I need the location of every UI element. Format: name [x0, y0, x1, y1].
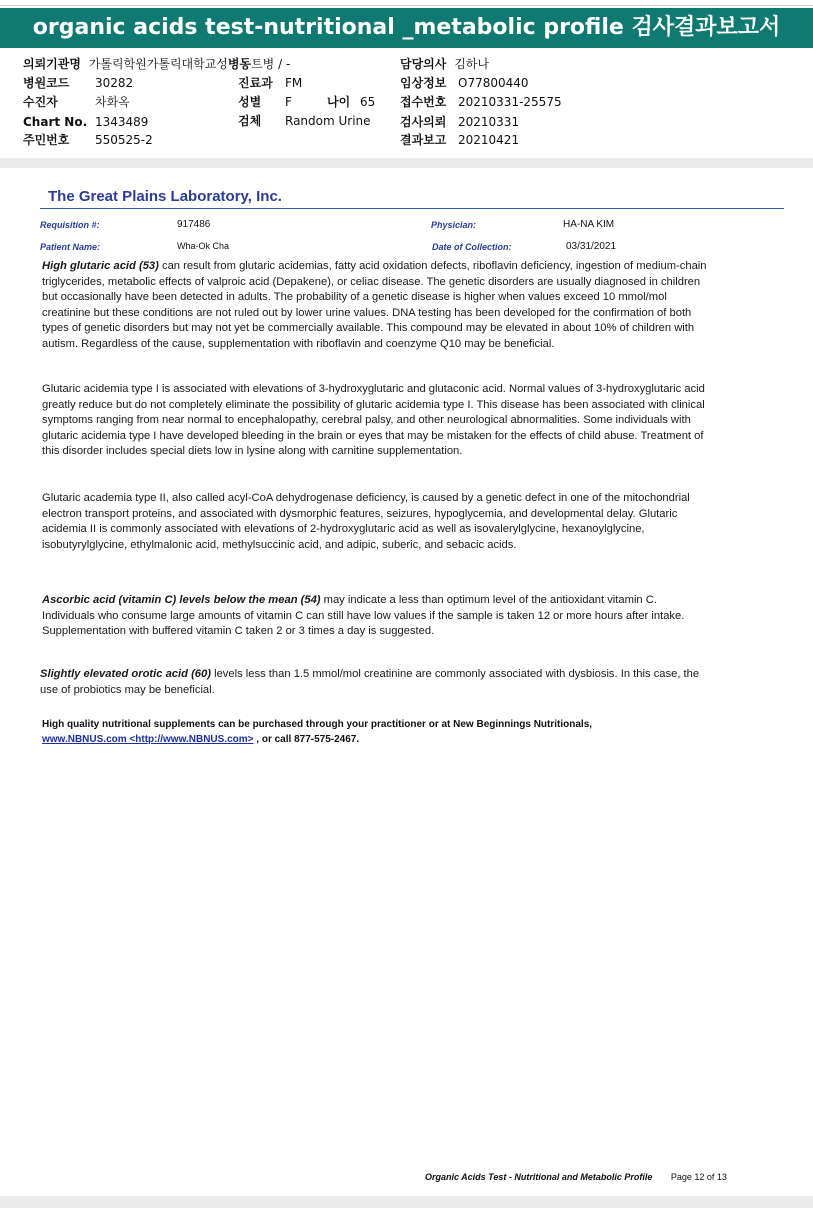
- report-date-value: 20210421: [458, 133, 520, 147]
- ward-label: 병동: [227, 57, 252, 71]
- hospital-code-value: 30282: [95, 76, 134, 90]
- requisition-label: Requisition #:: [40, 220, 100, 230]
- finding-glutaric-acid: High glutaric acid (53): [42, 260, 159, 272]
- orotic-acid-text: levels less than 1.5 mmol/mol creatinine are commonly associated with dysbiosis. In this case, the use of probiotics may be beneficial.: [40, 668, 700, 696]
- request-value: 20210331: [458, 115, 520, 129]
- page-number: Page 12 of 13: [670, 1172, 727, 1182]
- ascorbic-acid-text: may indicate a less than optimum level of the antioxidant vitamin C. Individuals who consume large amounts of vitamin C can still have low values if the sample is taken 12 or more hours after intake. Supplementation with buffered vitamin C taken 2 or 3 times a day is suggested.: [42, 594, 685, 637]
- lab-name: The Great Plains Laboratory, Inc.: [48, 188, 282, 205]
- patient-name-label: Patient Name:: [40, 242, 101, 252]
- subject-value: 차화옥: [95, 95, 130, 109]
- subject-label: 수진자: [23, 95, 58, 109]
- doctor-row: [400, 57, 489, 71]
- receipt-label: 접수번호: [400, 95, 447, 109]
- clinical-value: O77800440: [458, 76, 529, 90]
- paragraph-glutaric-type-2: Glutaric academia type II, also called acyl-CoA dehydrogenase deficiency, is caused by a genetic defect in one of the mitochondrial electron transport proteins, and associated with dysmorphic features, seizures, hypoglycemia, and developmental delay. Glutaric acidemia II is commonly associated with elevations of 2-hydroxyglutaric acid as well as isovalerylglycine, hexanoylglycine, isobutyrylglycine, ethylmalonic acid, methylsuccinic acid, and adipic, suberic, and sebacic acids.: [42, 492, 690, 551]
- clinical-label: 임상정보: [400, 76, 447, 90]
- hospital-code-row: [23, 76, 69, 90]
- receipt-value: 20210331-25575: [458, 95, 562, 109]
- patient-name-value: Wha-Ok Cha: [177, 241, 230, 251]
- page-footer: [425, 1172, 727, 1182]
- doctor-value: 김하나: [454, 57, 489, 71]
- chart-value: 1343489: [95, 115, 149, 129]
- request-label: 검사의뢰: [400, 115, 447, 129]
- bottom-separator: [0, 1196, 813, 1208]
- collection-date-label: Date of Collection:: [432, 242, 512, 252]
- nbnus-link[interactable]: www.NBNUS.com <http://www.NBNUS.com>: [42, 734, 254, 745]
- institution-label: 의뢰기관명: [23, 57, 81, 71]
- header-separator: [0, 158, 813, 168]
- sex-label: 성별: [238, 95, 262, 109]
- supplement-note: [42, 717, 742, 747]
- paragraph-ascorbic-acid: [42, 593, 712, 640]
- finding-orotic-acid: Slightly elevated orotic acid (60): [40, 668, 211, 680]
- supplement-note-line: High quality nutritional supplements can be purchased through your practitioner or at New Beginnings Nutritionals,: [42, 719, 593, 730]
- dept-value: FM: [285, 76, 303, 90]
- dept-label: 진료과: [238, 76, 273, 90]
- report-title-bar: [0, 8, 813, 48]
- ssn-value: 550525-2: [95, 133, 153, 147]
- institution-row: [23, 57, 290, 71]
- ssn-label: 주민번호: [23, 133, 70, 147]
- collection-date-value: 03/31/2021: [566, 241, 617, 252]
- phone-text: , or call 877-575-2467.: [253, 734, 360, 745]
- doctor-label: 담당의사: [400, 57, 447, 71]
- paragraph-orotic-acid: [40, 667, 710, 698]
- institution-value: 가톨릭학원가톨릭대학교성: [88, 57, 228, 71]
- specimen-value: Random Urine: [285, 114, 371, 128]
- ward-value: 트병 / -: [251, 57, 291, 71]
- physician-label: Physician:: [431, 220, 477, 230]
- hospital-code-label: 병원코드: [23, 76, 70, 90]
- glutaric-acid-text: can result from glutaric acidemias, fatty acid oxidation defects, riboflavin deficiency, ingestion of medium-chain triglycerides, metabolic effects of valproic acid (Depakene), or celiac disease. The genetic disorders are usually diagnosed in children but occasionally have been detected in adults. The probability of a genetic disease is higher when values exceed 10 mmol/mol creatinine but these conditions are not ruled out by lower urine values. DNA testing has been developed for the confirmation of both types of genetic disorders but may not yet be commercially available. This compound may be elevated in about 10% of children with autism. Regardless of the cause, supplementation with riboflavin and coenzyme Q10 may be beneficial.: [42, 260, 707, 350]
- window-top-edge: [0, 0, 813, 6]
- physician-value: HA-NA KIM: [563, 219, 615, 230]
- lab-rule-divider: [40, 208, 784, 209]
- paragraph-glutaric-acid: [42, 259, 712, 352]
- finding-ascorbic-acid: Ascorbic acid (vitamin C) levels below the mean (54): [42, 594, 321, 606]
- chart-label: Chart No.: [23, 115, 88, 129]
- report-title: organic acids test-nutritional _metabolic profile 검사결과보고서: [32, 15, 781, 40]
- age-label: 나이: [327, 95, 351, 109]
- specimen-label: 검체: [238, 114, 262, 128]
- sex-value: F: [285, 95, 292, 109]
- report-date-label: 결과보고: [400, 133, 447, 147]
- requisition-value: 917486: [177, 219, 211, 230]
- paragraph-glutaric-type-1: Glutaric acidemia type I is associated with elevations of 3-hydroxyglutaric and glutaconic acid. Normal values of 3-hydroxyglutaric acid greatly reduce but do not completely eliminate the possibility of glutaric acidemia type I. This disease has been associated with clinical symptoms ranging from near normal to encephalopathy, cerebral palsy, and other neurological abnormalities. Some individuals with glutaric acidemia type I have developed bleeding in the brain or eyes that may be mistaken for the effects of child abuse. Treatment of this disorder includes special diets low in lysine along with carnitine supplementation.: [42, 383, 705, 457]
- footer-title: Organic Acids Test - Nutritional and Metabolic Profile: [425, 1172, 653, 1182]
- age-value: 65: [360, 95, 376, 109]
